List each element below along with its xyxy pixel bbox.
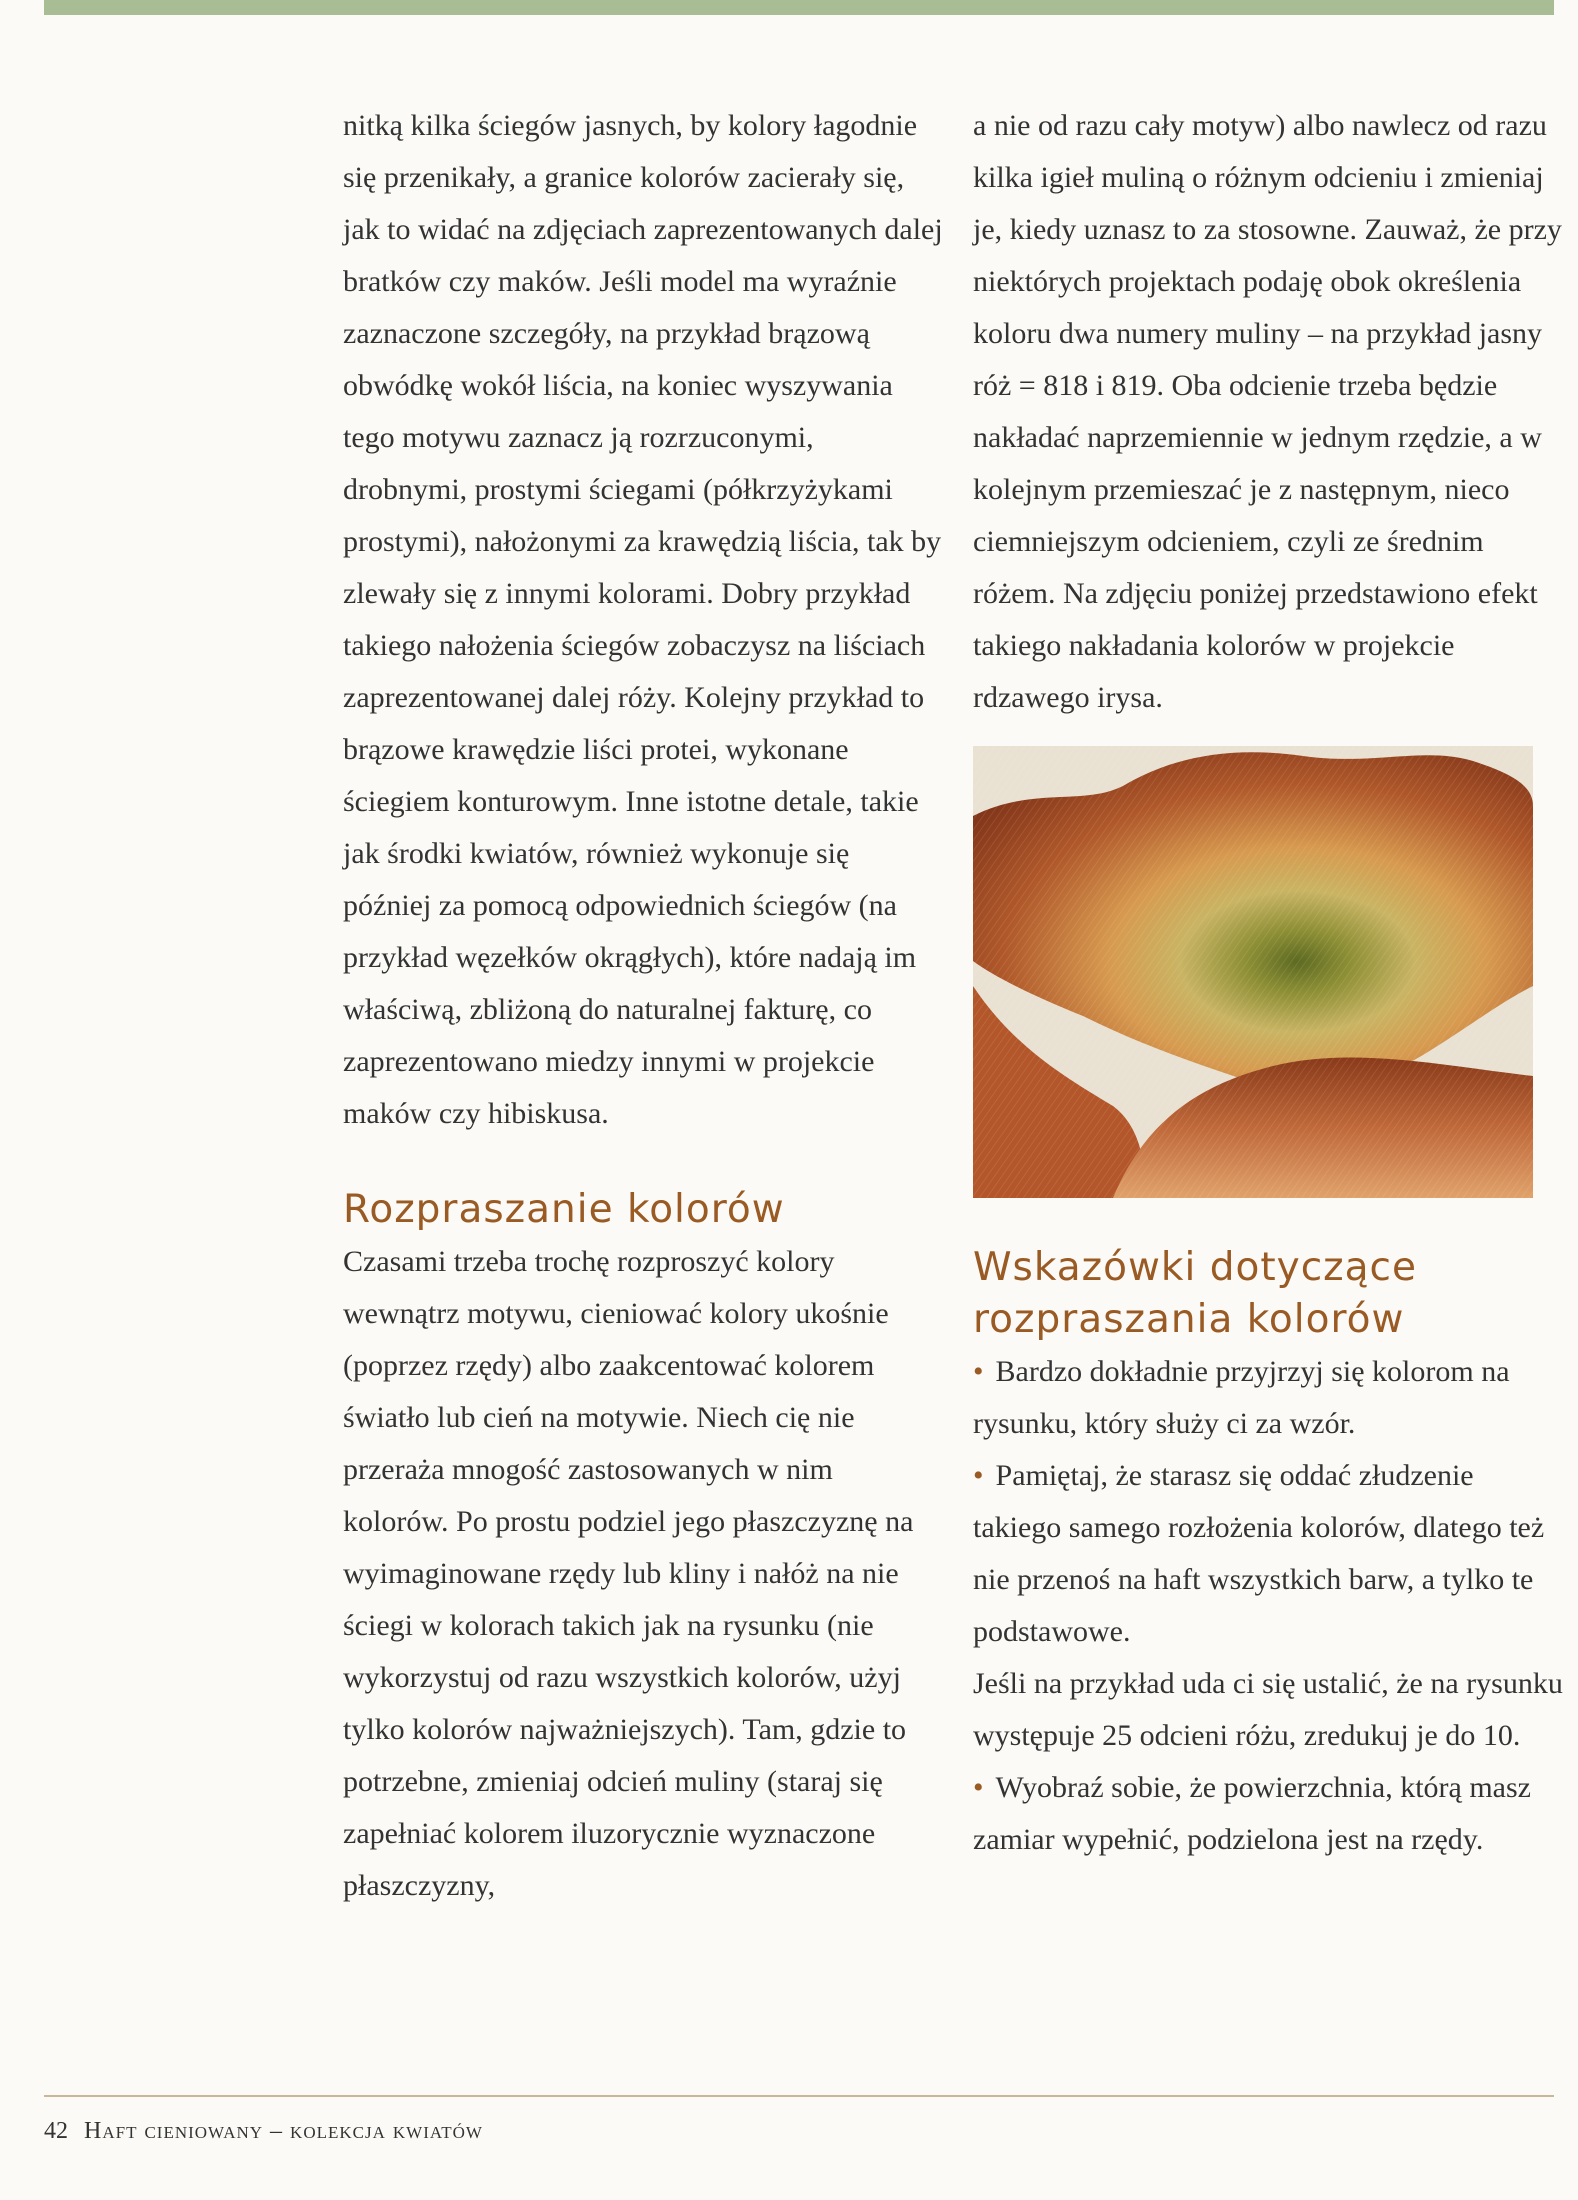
section-heading-rozpraszanie: Rozpraszanie kolorów — [343, 1187, 785, 1232]
page-number: 42 — [44, 2118, 68, 2144]
tip-text: Pamiętaj, że starasz się oddać złudzenie takiego samego rozłożenia kolorów, dlatego też nie przenoś na haft wszystkich barw, a tylko te podstawowe. — [973, 1459, 1545, 1648]
right-paragraph-1: a nie od razu cały motyw) albo nawlecz od razu kilka igieł muliną o różnym odcieniu i zmieniaj je, kiedy uznasz to za stosowne. Zauważ, że przy niektórych projektach podaję obok określenia koloru dwa numery muliny – na przykład jasny róż = 818 i 819. Oba odcienie trzeba będzie nakładać naprzemiennie w jednym rzędzie, a w kolejnym przemieszać je z następnym, nieco ciemniejszym odcieniem, czyli ze średnim różem. Na zdjęciu poniżej przedstawiono efekt takiego nakładania kolorów w projekcie rdzawego irysa. — [973, 109, 1562, 714]
bullet-icon: • — [973, 1355, 984, 1388]
running-title: Haft cieniowany – kolekcja kwiatów — [84, 2118, 483, 2144]
tips-list — [973, 1346, 1563, 1866]
top-decorative-bar — [44, 0, 1554, 15]
right-column — [973, 100, 1563, 1866]
tip-text: Bardzo dokładnie przyjrzyj się kolorom na rysunku, który służy ci za wzór. — [973, 1355, 1510, 1440]
bullet-icon: • — [973, 1771, 984, 1804]
tip-text: Wyobraź sobie, że powierzchnia, którą masz zamiar wypełnić, podzielona jest na rzędy. — [973, 1771, 1531, 1856]
page-footer — [44, 2118, 483, 2145]
tip-item — [973, 1450, 1563, 1658]
tip-text: Jeśli na przykład uda ci się ustalić, że na rysunku występuje 25 odcieni różu, zredukuj je do 10. — [973, 1667, 1563, 1752]
left-paragraph-1: nitką kilka ściegów jasnych, by kolory łagodnie się przenikały, a granice kolorów zacierały się, jak to widać na zdjęciach zaprezentowanych dalej bratków czy maków. Jeśli model ma wyraźnie zaznaczone szczegóły, na przykład brązową obwódkę wokół liścia, na koniec wyszywania tego motywu zaznacz ją rozrzuconymi, drobnymi, prostymi ściegami (półkrzyżykami prostymi), nałożonymi za krawędzią liścia, tak by zlewały się z innymi kolorami. Dobry przykład takiego nałożenia ściegów zobaczysz na liściach zaprezentowanej dalej róży. Kolejny przykład to brązowe krawędzie liści protei, wykonane ściegiem konturowym. Inne istotne detale, takie jak środki kwiatów, również wykonuje się później za pomocą odpowiednich ściegów (na przykład węzełków okrągłych), które nadają im właściwą, zbliżoną do naturalnej fakturę, co zaprezentowano miedzy innymi w projekcie maków czy hibiskusa. — [343, 109, 943, 1130]
tip-item — [973, 1762, 1563, 1866]
footer-rule — [44, 2095, 1554, 2097]
bullet-icon: • — [973, 1459, 984, 1492]
tip-item — [973, 1346, 1563, 1450]
left-paragraph-2: Czasami trzeba trochę rozproszyć kolory wewnątrz motywu, cieniować kolory ukośnie (poprzez rzędy) albo zaakcentować kolorem światło lub cień na motywie. Niech cię nie przeraża mnogość zastosowanych w nim kolorów. Po prostu podziel jego płaszczyznę na wyimaginowane rzędy lub kliny i nałóż na nie ściegi w kolorach takich jak na rysunku (nie wykorzystuj od razu wszystkich kolorów, użyj tylko kolorów najważniejszych). Tam, gdzie to potrzebne, zmieniaj odcień muliny (staraj się zapełniać kolorem iluzorycznie wyznaczone płaszczyzny, — [343, 1245, 914, 1902]
left-column — [343, 100, 943, 1912]
section-heading-wskazowki: Wskazówki dotyczące rozpraszania kolorów — [973, 1245, 1417, 1342]
embroidered-iris-petal-photo — [973, 746, 1533, 1198]
tip-item — [973, 1658, 1563, 1762]
